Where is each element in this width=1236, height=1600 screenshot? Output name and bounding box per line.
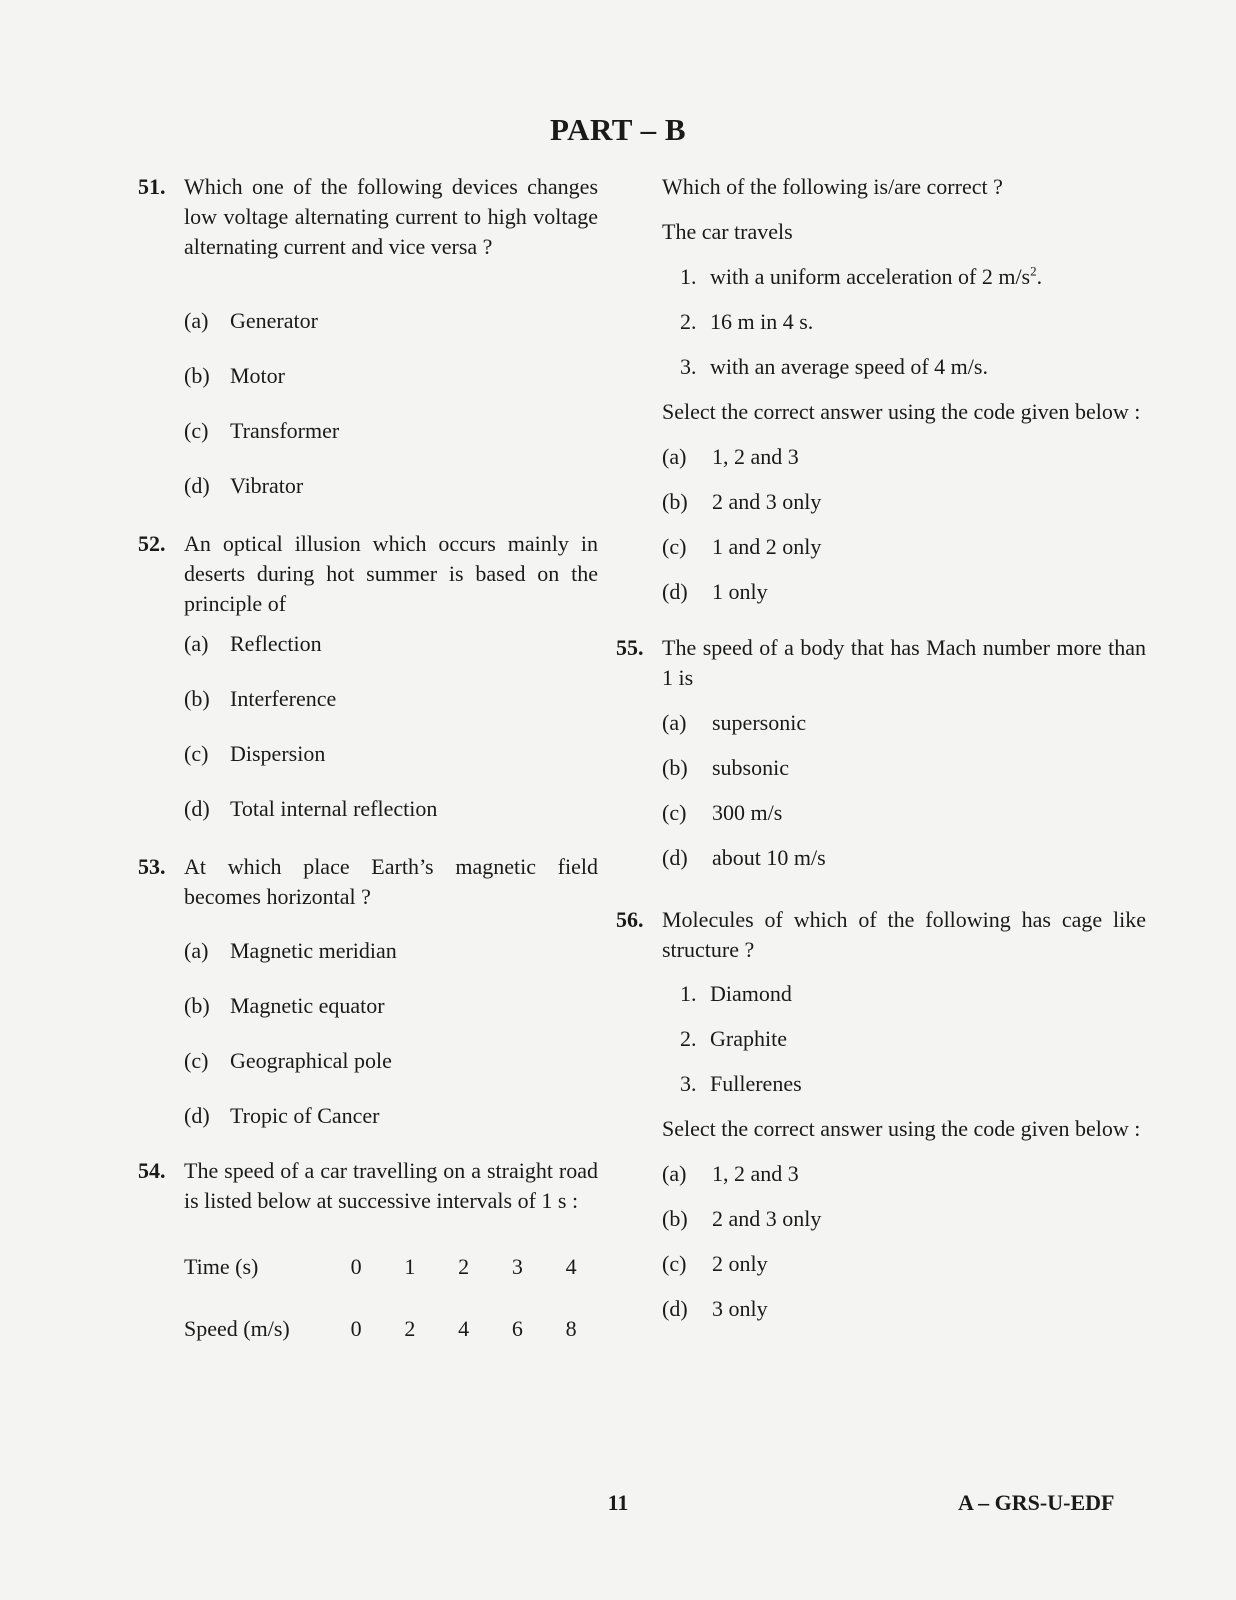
table-cell: 2 [458,1254,470,1279]
option-c [662,1249,1146,1279]
option-b [662,753,1146,783]
option-label: (a) [662,1161,687,1186]
question-53 [138,852,598,912]
option-text: 2 only [712,1251,768,1276]
question-52-options [138,629,598,824]
option-a [662,442,1146,472]
option-a [662,708,1146,738]
option-label: (b) [662,489,688,514]
statement-3 [680,1069,1146,1099]
statement-text: Graphite [710,1026,787,1051]
option-label: (b) [662,1206,688,1231]
option-a [184,629,598,659]
question-number: 54. [138,1158,166,1183]
statement-1 [680,262,1146,292]
option-text: Vibrator [230,473,304,498]
statement-2 [680,307,1146,337]
question-53-options [138,936,598,1131]
option-text: Tropic of Cancer [230,1103,380,1128]
question-stem: At which place Earth’s magnetic field becomes horizontal ? [184,854,598,909]
statement-1 [680,979,1146,1009]
statement-tail: . [1036,264,1043,289]
statement-text: Fullerenes [710,1071,802,1096]
option-b [662,487,1146,517]
statement-text: Diamond [710,981,792,1006]
option-a [184,306,598,336]
question-54 [138,1156,598,1344]
option-text: Magnetic equator [230,993,385,1018]
statement-2 [680,1024,1146,1054]
option-label: (b) [184,993,210,1018]
part-title: PART – B [549,112,687,147]
question-number: 52. [138,531,166,556]
option-label: (c) [184,741,209,766]
question-54-statements [662,262,1146,382]
option-label: (b) [662,755,688,780]
option-b [184,991,598,1021]
option-text: 3 only [712,1296,768,1321]
question-stem: An optical illusion which occurs mainly in deserts during hot summer is based on the principle of [184,531,598,616]
option-label: (d) [184,1103,210,1128]
option-b [662,1204,1146,1234]
option-text: Transformer [230,418,340,443]
table-cell: 4 [458,1316,470,1341]
option-label: (b) [184,363,210,388]
left-column [138,172,598,1344]
option-label: (a) [662,710,687,735]
option-label: (a) [184,938,209,963]
question-number: 56. [616,907,644,932]
table-row-header: Speed (m/s) [184,1316,290,1341]
table-cell: 6 [511,1316,523,1341]
option-text: about 10 m/s [712,845,826,870]
table-cell: 3 [511,1254,523,1279]
option-text: Total internal reflection [230,796,438,821]
statement-number: 3. [680,354,697,379]
option-label: (a) [662,444,687,469]
time-speed-table [184,1252,598,1344]
option-text: 2 and 3 only [712,489,822,514]
statement-number: 1. [680,981,697,1006]
answer-instruction: Select the correct answer using the code given below : [662,399,1141,424]
statement-number: 2. [680,309,697,334]
option-b [184,361,598,391]
question-stem: The speed of a body that has Mach number more than 1 is [662,635,1146,690]
option-d [184,794,598,824]
question-55 [616,633,1146,693]
table-cell: 2 [404,1316,416,1341]
question-stem: The speed of a car travelling on a straight road is listed below at successive intervals of 1 s : [184,1158,598,1213]
option-text: supersonic [712,710,807,735]
question-54-continued: Which of the following is/are correct ? [662,174,1003,199]
question-51 [138,172,598,292]
statement-text: with an average speed of 4 m/s. [710,354,988,379]
option-c [184,1046,598,1076]
question-52 [138,529,598,619]
booklet-code: A – GRS-U-EDF [958,1490,1115,1515]
statement-number: 2. [680,1026,697,1051]
option-c [184,416,598,446]
option-b [184,684,598,714]
option-text: Geographical pole [230,1048,392,1073]
answer-instruction: Select the correct answer using the code given below : [662,1116,1141,1141]
question-54-options [662,442,1146,607]
option-text: Generator [230,308,318,333]
table-cell: 0 [350,1254,362,1279]
option-c [662,798,1146,828]
option-text: 1 and 2 only [712,534,822,559]
question-56-options [662,1159,1146,1324]
table-cell: 0 [350,1316,362,1341]
option-text: Reflection [230,631,322,656]
question-56-statements [662,979,1146,1099]
table-row [184,1252,598,1282]
option-c [184,739,598,769]
option-text: 300 m/s [712,800,783,825]
option-label: (c) [662,800,687,825]
right-column [616,172,1146,1339]
option-label: (a) [184,631,209,656]
table-row-header: Time (s) [184,1254,259,1279]
option-text: 1, 2 and 3 [712,1161,799,1186]
question-number: 55. [616,635,644,660]
question-56 [616,905,1146,965]
option-text: 2 and 3 only [712,1206,822,1231]
option-d [184,1101,598,1131]
question-stem: Which one of the following devices changes low voltage alternating current to high voltage alternating current and vice versa ? [184,174,598,259]
option-label: (c) [184,418,209,443]
option-d [662,1294,1146,1324]
superscript: 2 [1030,263,1037,279]
option-text: Interference [230,686,337,711]
table-cell: 4 [565,1254,577,1279]
option-label: (c) [184,1048,209,1073]
question-number: 53. [138,854,166,879]
statement-text: with a uniform acceleration of 2 m/s [710,264,1031,289]
option-label: (d) [184,796,210,821]
option-a [662,1159,1146,1189]
table-row [184,1314,598,1344]
question-number: 51. [138,174,166,199]
option-a [184,936,598,966]
option-d [662,577,1146,607]
question-51-options [138,306,598,501]
question-55-options [662,708,1146,873]
option-label: (d) [662,1296,688,1321]
option-text: Magnetic meridian [230,938,397,963]
question-54-lead-in: The car travels [662,219,793,244]
option-text: 1, 2 and 3 [712,444,799,469]
statement-number: 1. [680,264,697,289]
option-text: Dispersion [230,741,326,766]
page-number: 11 [607,1490,629,1515]
option-label: (d) [662,579,688,604]
option-label: (a) [184,308,209,333]
option-label: (d) [184,473,210,498]
option-c [662,532,1146,562]
option-label: (b) [184,686,210,711]
table-cell: 1 [404,1254,416,1279]
option-text: subsonic [712,755,789,780]
option-d [662,843,1146,873]
option-d [184,471,598,501]
statement-3 [680,352,1146,382]
option-label: (d) [662,845,688,870]
statement-text: 16 m in 4 s. [710,309,814,334]
question-stem: Molecules of which of the following has cage like structure ? [662,907,1146,962]
statement-number: 3. [680,1071,697,1096]
option-text: 1 only [712,579,768,604]
option-label: (c) [662,1251,687,1276]
option-text: Motor [230,363,285,388]
option-label: (c) [662,534,687,559]
table-cell: 8 [565,1316,577,1341]
